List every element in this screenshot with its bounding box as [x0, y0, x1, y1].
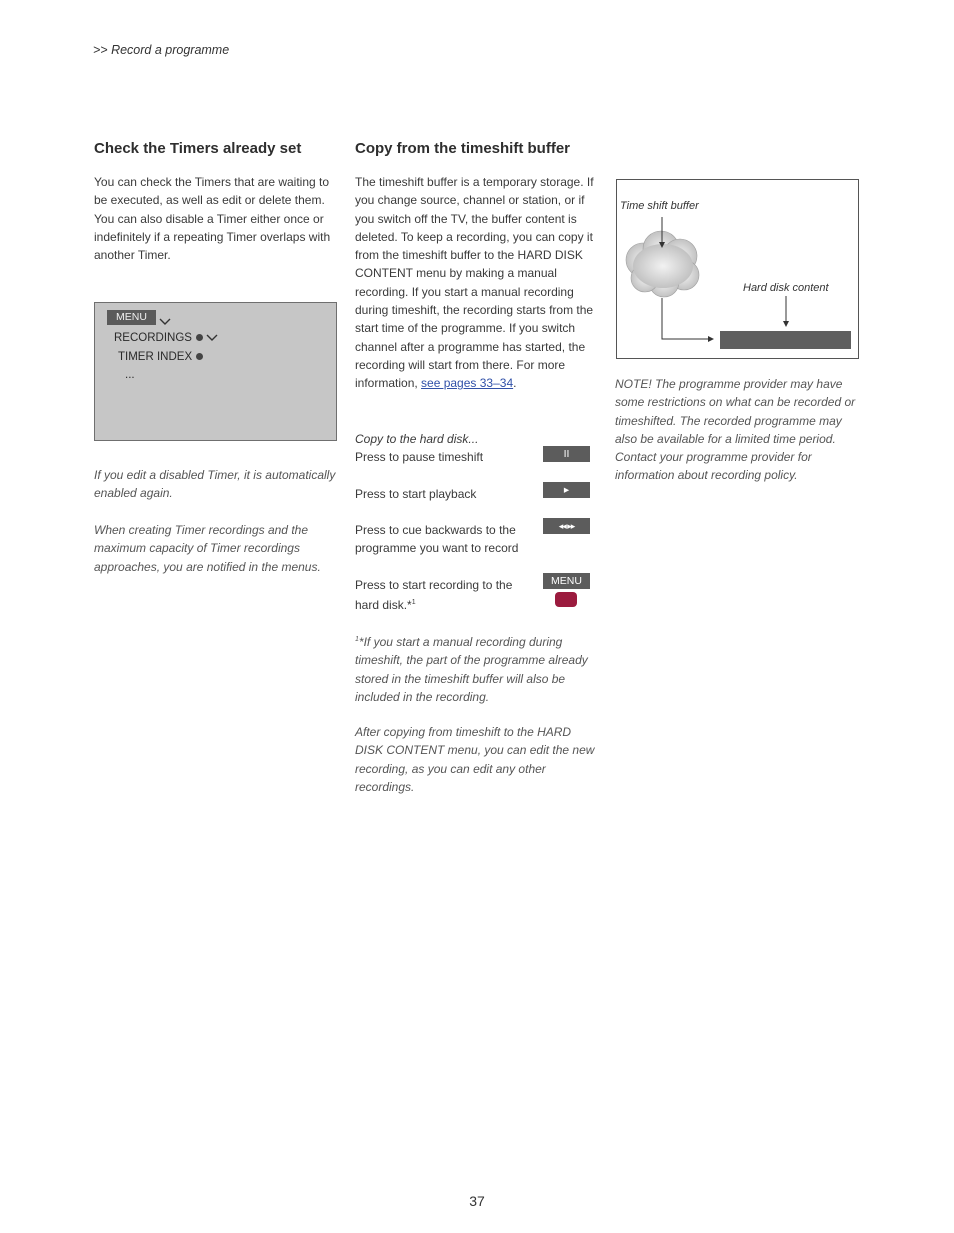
step-record-sup: 1 [411, 599, 416, 607]
menu-recordings-label: RECORDINGS [114, 332, 192, 344]
hard-disk-bar [720, 331, 851, 349]
provider-note: NOTE! The programme provider may have some restrictions on what can be recorded or timeshifted. The recorded programme may also be available for a limited time period. Contact your programme provider for information about recording policy. [615, 377, 856, 483]
step-pause: Press to pause timeshift [355, 450, 484, 464]
menu-ellipsis: ... [125, 369, 135, 381]
timeshift-paragraph [355, 173, 600, 393]
timeshift-paragraph-end: . [513, 376, 517, 391]
timeshift-heading: Copy from the timeshift buffer [355, 140, 571, 157]
timeshift-paragraph-text: The timeshift buffer is a temporary storage. If you change source, channel or station, or if you switch off the TV, the buffer content is deleted. To keep a recording, you can copy it from the timeshift buffer to the HARD DISK CONTENT menu by making a manual recording. If you start a manual recording during timeshift, the recording starts from the start time of the programme. If you switch channel after a programme has started, the recording will start from there. For more information, [355, 175, 594, 391]
footnote-text: *If you start a manual recording during timeshift, the part of the programme already stored in the timeshift buffer will also be included in the recording. [355, 635, 588, 704]
timeshift-diagram [616, 179, 859, 359]
breadcrumb: >> Record a programme [93, 43, 230, 57]
copy-title: Copy to the hard disk... [355, 432, 479, 446]
step-record-text: Press to start recording to the hard disk.* [355, 578, 513, 613]
bullet-icon [196, 334, 203, 341]
chevron-down-icon [206, 333, 218, 342]
timers-paragraph: You can check the Timers that are waiting to be executed, as well as edit or delete them. You can also disable a Timer either once or indefinitely if a repeating Timer overlaps with another Timer. [94, 175, 331, 263]
step-play: Press to start playback [355, 487, 477, 501]
menu-tag: MENU [107, 310, 156, 325]
disk-label: Hard disk content [743, 282, 829, 294]
rewind-forward-button[interactable]: ◂◂ ▸▸ [543, 518, 590, 534]
footnote-sup: 1 [355, 636, 359, 643]
step-record [355, 576, 535, 615]
footnote [355, 631, 600, 706]
menu-recordings[interactable] [114, 332, 218, 344]
bullet-icon [196, 353, 203, 360]
timers-note-2: When creating Timer recordings and the maximum capacity of Timer recordings approaches, you are notified in the menus. [94, 523, 321, 574]
timeshift-note: After copying from timeshift to the HARD DISK CONTENT menu, you can edit the new recording, as you can edit any other recordings. [355, 725, 595, 794]
timers-note-1: If you edit a disabled Timer, it is automatically enabled again. [94, 468, 336, 501]
diagram-graphic [617, 180, 858, 358]
pause-button[interactable]: II [543, 446, 590, 462]
step-cue: Press to cue backwards to the programme you want to record [355, 523, 519, 556]
chevron-down-icon [159, 317, 171, 326]
play-button[interactable]: ▸ [543, 482, 590, 498]
menu-timer-index[interactable] [118, 351, 203, 363]
menu-timer-index-label: TIMER INDEX [118, 351, 193, 363]
menu-button[interactable]: MENU [543, 573, 590, 589]
pages-link[interactable]: see pages 33–34 [421, 376, 514, 391]
menu-screen [94, 302, 337, 441]
buffer-label: Time shift buffer [620, 200, 699, 212]
record-red-button[interactable] [555, 592, 577, 607]
timers-heading: Check the Timers already set [94, 140, 302, 157]
page-number: 37 [469, 1193, 485, 1209]
